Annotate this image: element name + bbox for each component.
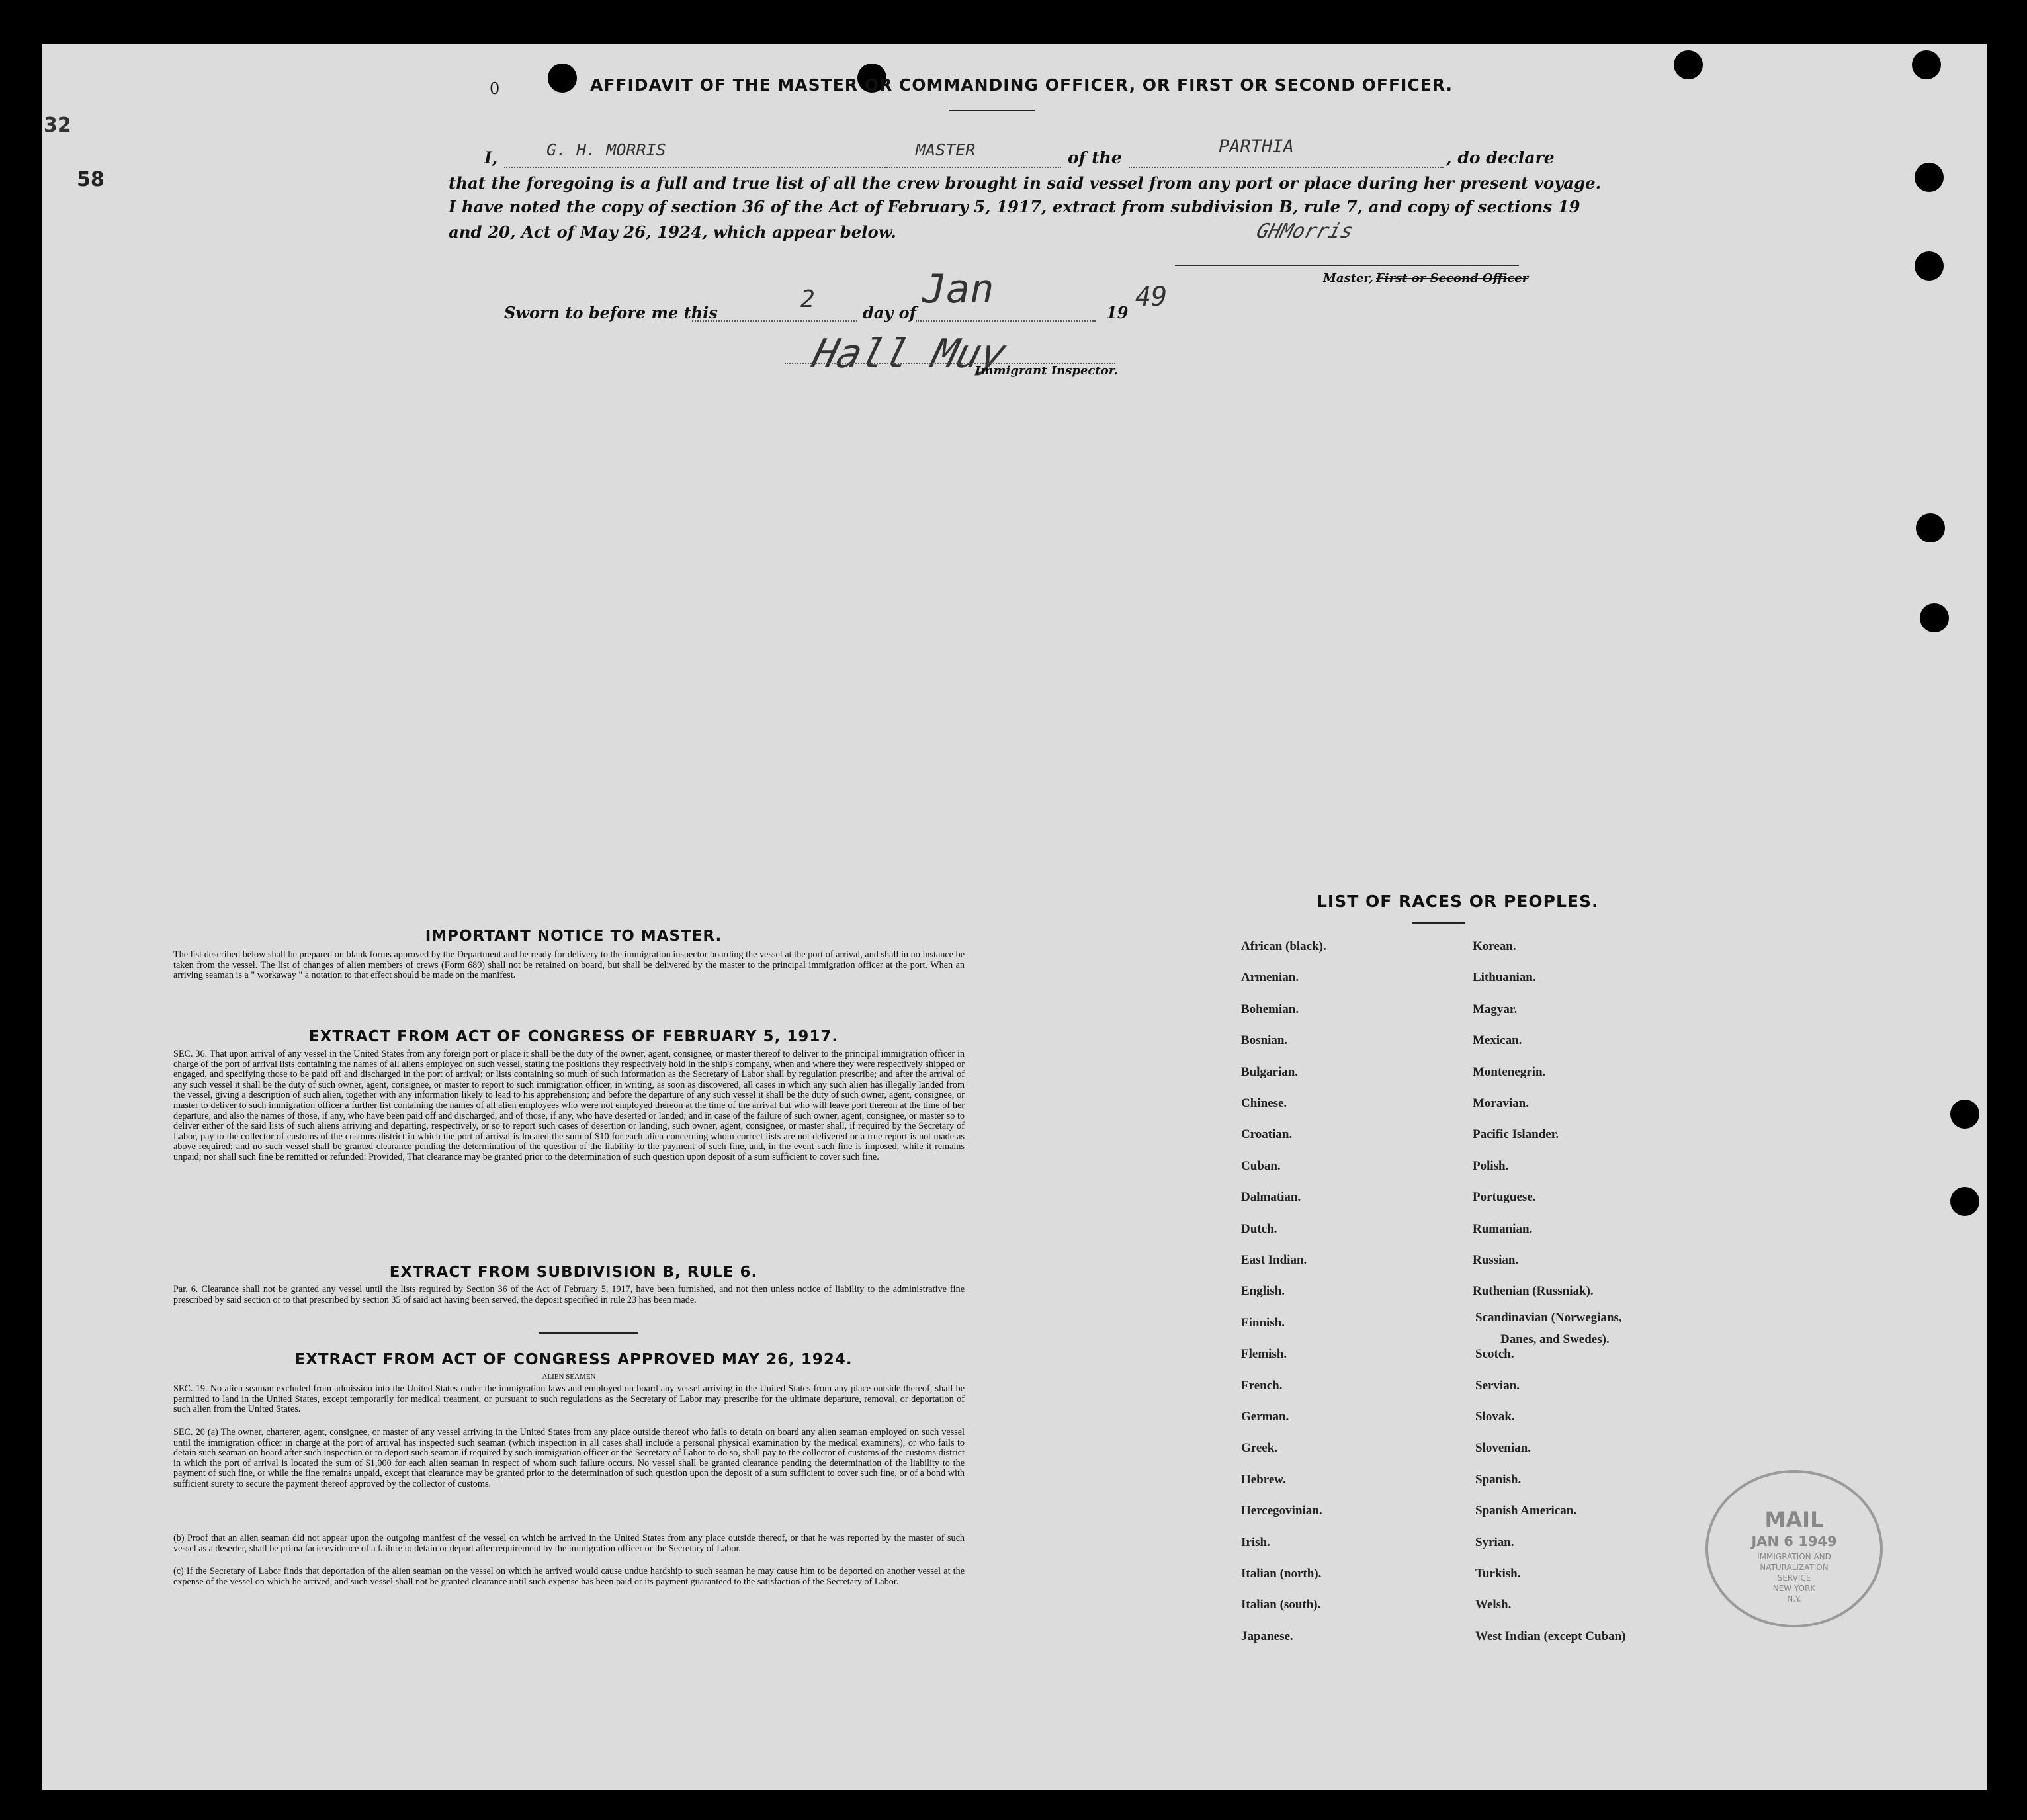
race-item: Finnish.: [1241, 1315, 1285, 1330]
sec20a-body: SEC. 20 (a) The owner, charterer, agent, consignee, or master of any vessel arriving in the United States from any place outside thereof who fails to detain on board any alien seaman employed on such vessel until the immigration officer in charge at the port of arrival has inspected such seaman (which inspection in all cases shall include a personal physical examination by the medical examiners), or who fails to detain such seaman on board after such inspection or to deport such seaman if required by such immigration officer or the Secretary of Labor to do so, shall pay to the collector of customs of the customs district in which the port of arrival is located the sum of $1,000 for each alien seaman in respect of whom such failure occurs. No vessel shall be granted clearance pending the determination of the liability to the payment of such fine, or while the fine remains unpaid, except that clearance may be granted prior to the determination of such question upon the deposit of a sum sufficient to cover such fine, or of a bond with sufficient surety to secure the payment thereof approved by the collector of customs.: [173, 1427, 965, 1489]
race-item: Cuban.: [1241, 1158, 1281, 1173]
divider: [949, 110, 1035, 111]
affidavit-line: I have noted the copy of section 36 of the Act of February 5, 1917, extract from subdivision B, rule 7, and copy of sections 19: [449, 197, 1580, 216]
race-item: Mexican.: [1473, 1033, 1522, 1048]
race-item: Ruthenian (Russniak).: [1473, 1284, 1594, 1299]
do-declare-label: , do declare: [1446, 148, 1555, 167]
rank-line: [889, 167, 1061, 168]
notice-title: IMPORTANT NOTICE TO MASTER.: [425, 928, 722, 945]
stamp-line: IMMIGRATION AND: [1757, 1552, 1831, 1561]
sworn-label: Sworn to before me this: [504, 303, 718, 322]
race-item: Portuguese.: [1473, 1190, 1536, 1205]
stamp-line: SERVICE: [1777, 1573, 1811, 1582]
race-item: Bosnian.: [1241, 1033, 1288, 1048]
punch-hole: [548, 64, 577, 93]
race-item: Bohemian.: [1241, 1002, 1299, 1016]
race-item: Spanish American.: [1475, 1504, 1577, 1518]
extract-1917-body: SEC. 36. That upon arrival of any vessel in the United States from any foreign port or place it shall be the duty of the owner, agent, consignee, or master thereof to deliver to the principal immigration officer in charge of the port of arrival lists containing the names of all aliens employed on such vessel, stating the positions they respectively hold in the ship's company, when and where they were respectively shipped or engaged, and specifying those to be paid off and discharged in the port of arrival; or lists containing so much of such information as the Secretary of Labor shall by regulation prescribe; and after the arrival of any such vessel it shall be the duty of such owner, agent, consignee, or master to report to such immigration officer, in writing, as soon as discovered, all cases in which any such alien has illegally landed from the vessel, giving a description of such alien, together with any information likely to lead to his apprehension; and before the departure of any such vessel it shall be the duty of such owner, agent, consignee, or master to deliver to such immigration officer a further list containing the names of all alien employees who were not employed thereon at the time of the arrival but who will leave port thereon at the time of her departure, and also the names of those, if any, who have been paid off and discharged, and of those, if any, who have deserted or landed; and in case of the failure of such owner, agent, consignee, or master so to deliver either of the said lists of such aliens arriving and departing, respectively, or so to report such cases of desertion or landing, such owner, agent, consignee, or master shall, if required by the Secretary of Labor, pay to the collector of customs of the customs district in which the port of arrival is located the sum of $10 for each alien concerning whom correct lists are not delivered or a true report is not made as above required; and no such vessel shall be granted clearance pending the determination of the question of the liability to the payment of such fine, and, in the event such fine is imposed, while it remains unpaid; nor shall such fine be remitted or refunded: Provided, That clearance may be granted prior to the determination of such question upon deposit of a sum sufficient to cover such fine.: [173, 1049, 965, 1162]
vessel-name: PARTHIA: [1219, 136, 1294, 157]
month-line: [916, 320, 1096, 322]
affidavit-line: that the foregoing is a full and true list of all the crew brought in said vessel from any port or place during her present voyage.: [449, 173, 1602, 193]
sec20c-body: (c) If the Secretary of Labor finds that deportation of the alien seaman on the vessel on which he arrived would cause undue hardship to such seaman he may cause him to be deported on another vessel at the expense of the vessel on which he arrived, and such vessel shall not be granted clearance until such expense has been paid or its payment guaranteed to the satisfaction of the Secretary of Labor.: [173, 1566, 965, 1587]
race-item: Italian (north).: [1241, 1567, 1322, 1581]
race-item: German.: [1241, 1410, 1289, 1424]
race-item: Servian.: [1475, 1378, 1520, 1393]
stamp-date: JAN 6 1949: [1751, 1534, 1837, 1549]
race-item: Hercegovinian.: [1241, 1504, 1322, 1518]
race-item: Danes, and Swedes).: [1500, 1332, 1610, 1346]
affidavit-i: I,: [484, 148, 498, 167]
race-item: East Indian.: [1241, 1253, 1307, 1267]
race-item: Moravian.: [1473, 1096, 1529, 1110]
races-title: LIST OF RACES OR PEOPLES.: [1316, 892, 1599, 911]
race-item: French.: [1241, 1378, 1283, 1393]
of-the-label: of the: [1068, 148, 1122, 167]
race-item: Syrian.: [1475, 1535, 1514, 1549]
affidavit-line: and 20, Act of May 26, 1924, which appear below.: [449, 222, 896, 241]
struck-officer-label: First or Second Officer: [1376, 271, 1529, 285]
year-value: 49: [1135, 282, 1168, 312]
race-item: Scotch.: [1475, 1347, 1514, 1362]
race-item: Turkish.: [1475, 1567, 1521, 1581]
extract-1924-title: EXTRACT FROM ACT OF CONGRESS APPROVED MAY 26, 1924.: [294, 1351, 853, 1368]
race-item: Hebrew.: [1241, 1472, 1286, 1487]
race-item: West Indian (except Cuban): [1475, 1629, 1626, 1643]
day-of-label: day of: [863, 303, 916, 322]
race-item: Slovak.: [1475, 1410, 1515, 1424]
race-item: English.: [1241, 1284, 1285, 1299]
master-name: G. H. MORRIS: [546, 140, 666, 159]
punch-hole: [1915, 251, 1944, 281]
race-item: Russian.: [1473, 1253, 1519, 1267]
race-item: Irish.: [1241, 1535, 1270, 1549]
race-item: Polish.: [1473, 1158, 1509, 1173]
sec19-body: SEC. 19. No alien seaman excluded from admission into the United States under the immigration laws and employed on board any vessel arriving in the United States from any place outside thereof, shall be permitted to land in the United States, except temporarily for medical treatment, or pursuant to such regulations as the Secretary of Labor may prescribe for the ultimate departure, removal, or deportation of such alien from the United States.: [173, 1383, 965, 1415]
divider: [539, 1332, 638, 1334]
sec20b-body: (b) Proof that an alien seaman did not appear upon the outgoing manifest of the vessel on which he arrived in the United States from any place outside thereof, or that he was reported by the master of such vessel as a deserter, shall be prima facie evidence of a failure to detain or deport after requirement by the immigration officer or the Secretary of Labor.: [173, 1533, 965, 1554]
master-signature: GHMorris: [1254, 220, 1356, 243]
mail-received-stamp: [1705, 1470, 1883, 1627]
punch-hole: [1916, 513, 1945, 542]
race-item: Greek.: [1241, 1441, 1278, 1455]
stamp-line: NEW YORK: [1772, 1584, 1816, 1593]
race-item: Spanish.: [1475, 1472, 1522, 1487]
race-item: African (black).: [1241, 939, 1326, 953]
name-line: [504, 167, 888, 168]
race-item: Chinese.: [1241, 1096, 1287, 1110]
master-label: Master,: [1323, 271, 1373, 285]
race-item: Bulgarian.: [1241, 1064, 1299, 1079]
bullet-mark: 0: [490, 79, 500, 98]
inspector-label: Immigrant Inspector.: [975, 364, 1118, 378]
margin-number: 58: [77, 168, 105, 191]
race-item: Montenegrin.: [1473, 1064, 1546, 1079]
race-item: Italian (south).: [1241, 1598, 1321, 1612]
notice-body: The list described below shall be prepared on blank forms approved by the Department and be ready for delivery to the immigration inspector boarding the vessel at the port of arrival, and shall in no instance be taken from the vessel. The list of changes of alien members of crews (Form 689) shall not be retained on board, but shall be delivered by the master to the principal immigration officer at the port. When an arriving seaman is a " workaway " a notation to that effect should be made on the manifest.: [173, 949, 965, 981]
day-line: [692, 320, 857, 322]
stamp-top: MAIL: [1764, 1507, 1824, 1532]
stamp-line: NATURALIZATION: [1760, 1563, 1829, 1572]
punch-hole: [1950, 1100, 1979, 1129]
race-item: Pacific Islander.: [1473, 1127, 1559, 1142]
extract-1917-title: EXTRACT FROM ACT OF CONGRESS OF FEBRUARY 5, 1917.: [308, 1028, 839, 1045]
race-item: Lithuanian.: [1473, 971, 1536, 985]
punch-hole: [1912, 50, 1941, 79]
race-item: Welsh.: [1475, 1598, 1512, 1612]
race-item: Flemish.: [1241, 1347, 1287, 1362]
inspector-signature: Hall Muy: [807, 331, 1012, 377]
affidavit-title: AFFIDAVIT OF THE MASTER OR COMMANDING OFFICER, OR FIRST OR SECOND OFFICER.: [590, 75, 1453, 95]
race-item: Croatian.: [1241, 1127, 1293, 1142]
race-item: Dutch.: [1241, 1221, 1277, 1236]
race-item: Magyar.: [1473, 1002, 1518, 1016]
signature-line: [1175, 265, 1519, 266]
day-value: 2: [800, 286, 815, 313]
month-value: Jan: [922, 266, 994, 312]
race-item: Japanese.: [1241, 1629, 1293, 1643]
race-item: Armenian.: [1241, 971, 1299, 985]
race-item: Dalmatian.: [1241, 1190, 1301, 1205]
extract-1924-subtitle: ALIEN SEAMEN: [542, 1373, 596, 1381]
year-prefix: 19: [1106, 303, 1129, 322]
rule6-body: Par. 6. Clearance shall not be granted any vessel until the lists required by Section 36 of the Act of February 5, 1917, have been furnished, and not then unless notice of liability to the administrative fine prescribed by said section or to that prescribed by section 35 of said act having been served, the deposit specified in rule 23 has been made.: [173, 1284, 965, 1305]
document-page: [42, 44, 1987, 1790]
race-item: Korean.: [1473, 939, 1516, 953]
punch-hole: [1920, 603, 1949, 632]
vessel-line: [1129, 167, 1444, 168]
punch-hole: [1915, 163, 1944, 192]
race-item: Scandinavian (Norwegians,: [1475, 1310, 1622, 1324]
race-item: Rumanian.: [1473, 1221, 1533, 1236]
punch-hole: [1674, 50, 1703, 79]
margin-number: 32: [44, 114, 71, 137]
divider: [1412, 922, 1465, 924]
master-rank: MASTER: [916, 140, 976, 159]
punch-hole: [1950, 1187, 1979, 1216]
race-item: Slovenian.: [1475, 1441, 1531, 1455]
stamp-line: N.Y.: [1787, 1594, 1801, 1604]
rule6-title: EXTRACT FROM SUBDIVISION B, RULE 6.: [389, 1264, 758, 1281]
